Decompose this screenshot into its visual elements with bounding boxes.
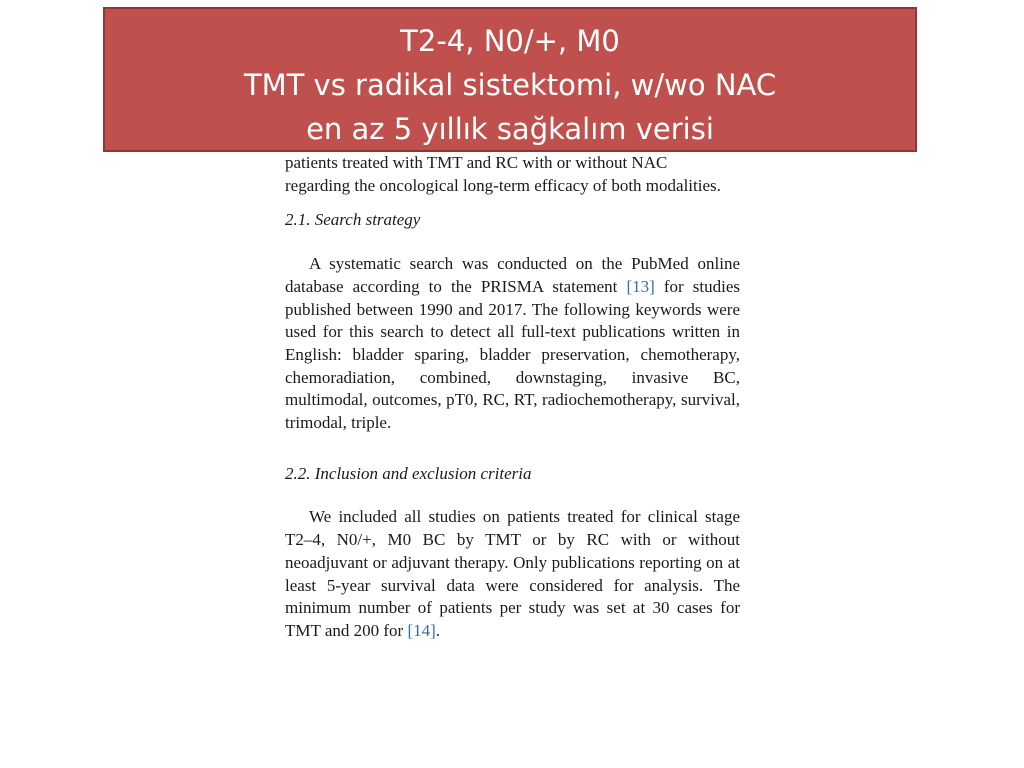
intro-line-1: patients treated with TMT and RC with or without NAC bbox=[285, 153, 668, 172]
section-heading-inclusion-criteria: 2.2. Inclusion and exclusion criteria bbox=[285, 463, 532, 483]
inclusion-criteria-paragraph bbox=[285, 506, 740, 642]
banner-line-3: en az 5 yıllık sağkalım verisi bbox=[306, 112, 714, 146]
intro-paragraph bbox=[285, 152, 740, 197]
paragraph-text: . bbox=[435, 620, 441, 640]
banner-line-1: T2-4, N0/+, M0 bbox=[400, 24, 620, 58]
banner-line-2: TMT vs radikal sistektomi, w/wo NAC bbox=[243, 68, 777, 102]
paragraph-text: We included all studies on patients treated for clinical stage T2–4, N0/+, M0 BC by TMT or by RC with or without neoadjuvant or adjuvant therapy. Only publications reporting on at least 5-year survival data were considered for analysis. The minimum number of patients per study was set at 30 cases for TMT and 200 for bbox=[285, 507, 740, 640]
document-excerpt bbox=[285, 152, 740, 643]
reference-link[interactable]: [13] bbox=[626, 276, 655, 296]
title-banner bbox=[103, 7, 917, 152]
intro-line-2: regarding the oncological long-term efficacy of both modalities. bbox=[285, 175, 721, 195]
section-heading-search-strategy: 2.1. Search strategy bbox=[285, 210, 421, 230]
paragraph-text: A systematic search was conducted on the PubMed online database according to the PRISMA statement bbox=[285, 254, 740, 296]
paragraph-text: for studies published between 1990 and 2017. The following keywords were used for this search to detect all full-text publications written in English: bladder sparing, bladder preservation, chemotherapy, chemoradiation, combined, downstaging, invasive BC, multimodal, outcomes, pT0, RC, RT, radiochemotherapy, survival, trimodal, triple. bbox=[285, 276, 741, 433]
search-strategy-paragraph bbox=[285, 253, 740, 435]
reference-link[interactable]: [14] bbox=[407, 620, 436, 640]
